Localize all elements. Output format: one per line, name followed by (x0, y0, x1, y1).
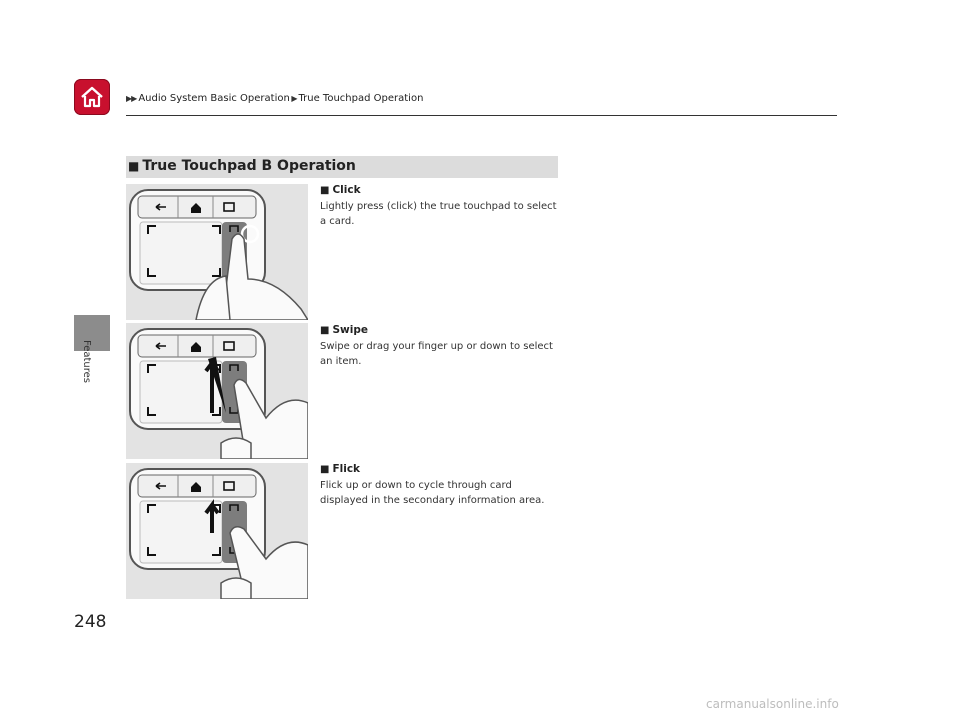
touchpad-click-image (126, 184, 308, 320)
breadcrumb (126, 93, 423, 104)
watermark: carmanualsonline.info (706, 697, 839, 711)
square-bullet-icon: ■ (128, 159, 140, 173)
section-title-text: True Touchpad B Operation (142, 158, 356, 174)
click-block (320, 183, 560, 229)
header-divider (126, 115, 837, 116)
click-illustration (126, 184, 308, 320)
swipe-illustration (126, 323, 308, 459)
square-bullet-icon: ■ (320, 185, 330, 196)
swipe-heading: ■ Swipe (320, 324, 368, 336)
page-number: 248 (74, 612, 107, 632)
breadcrumb-arrow-icon: ▶ (289, 94, 297, 103)
click-description: Lightly press (click) the true touchpad to select a card. (320, 201, 557, 227)
click-heading: ■ Click (320, 184, 361, 196)
breadcrumb-arrow-icon: ▶▶ (126, 94, 137, 103)
home-icon (79, 84, 105, 110)
flick-description: Flick up or down to cycle through card displayed in the secondary information area. (320, 480, 545, 506)
home-button[interactable] (74, 79, 110, 115)
breadcrumb-link-true-touchpad[interactable]: True Touchpad Operation (298, 93, 424, 104)
flick-illustration (126, 463, 308, 599)
touchpad-flick-image (126, 463, 308, 599)
swipe-description: Swipe or drag your finger up or down to select an item. (320, 341, 553, 367)
flick-heading: ■ Flick (320, 463, 361, 475)
touchpad-swipe-image (126, 323, 308, 459)
swipe-block (320, 323, 560, 369)
square-bullet-icon: ■ (320, 325, 330, 336)
square-bullet-icon: ■ (320, 464, 330, 475)
breadcrumb-link-audio-system[interactable]: Audio System Basic Operation (138, 93, 290, 104)
section-title (128, 158, 356, 174)
side-tab-label: Features (81, 340, 92, 383)
flick-block (320, 462, 560, 508)
